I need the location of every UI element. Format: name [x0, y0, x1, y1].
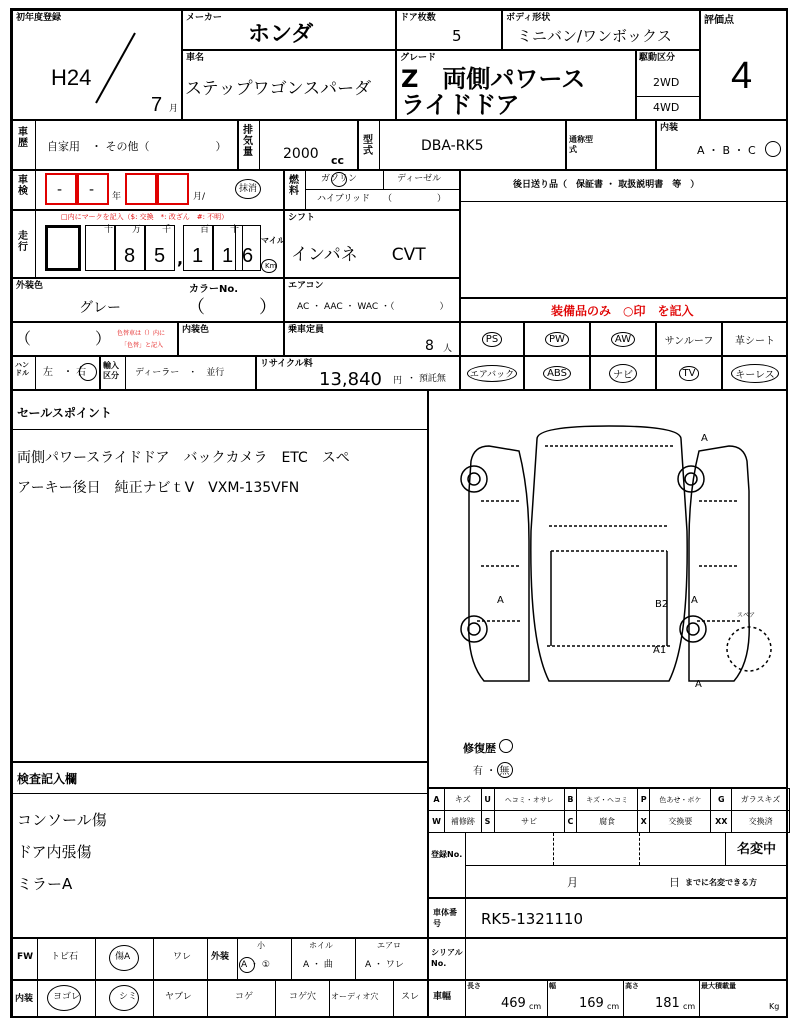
legend-code: X	[637, 811, 649, 833]
registration-label: 登録No.	[431, 850, 463, 859]
inspection-note: ミラーA	[17, 875, 73, 893]
legend-text: 交換要	[650, 811, 711, 833]
vin-cell	[428, 898, 788, 938]
mileage-digit-box	[183, 225, 213, 271]
interior-grade-value: A ・ B ・ C	[697, 144, 756, 157]
car-diagram	[429, 391, 789, 691]
legend-code: S	[481, 811, 494, 833]
inspection-title: 検査記入欄	[17, 772, 78, 786]
damage-mark-a: A	[695, 679, 702, 690]
color-no-value: （ ）	[187, 297, 277, 318]
height-value: 181	[655, 996, 680, 1011]
vin-value: RK5-1321110	[481, 910, 584, 928]
mileage-digit-box	[235, 225, 261, 271]
history-value: 自家用 ・ その他（ ）	[47, 140, 227, 153]
interior-row	[12, 980, 428, 1018]
equip-header: 装備品のみ ○印 を記入	[551, 304, 694, 318]
repair-none-circle	[497, 762, 513, 778]
ac-cell	[284, 278, 460, 322]
equip-circle: PS	[482, 332, 502, 347]
interior-item: コゲ穴	[289, 992, 317, 1002]
handle-label: ハンドル	[15, 361, 29, 377]
drive-cell	[636, 50, 700, 120]
fuel-diesel: ディーゼル	[397, 174, 442, 184]
equip-circle: AW	[611, 332, 635, 347]
width-value: 169	[579, 996, 604, 1011]
shift-label: シフト	[288, 213, 316, 223]
equip-tv	[656, 356, 722, 390]
score-cell	[700, 10, 788, 120]
doors-value: 5	[452, 27, 462, 45]
mileage-digit-box	[115, 225, 145, 271]
height-unit: cm	[683, 1002, 696, 1011]
car-name-label: 車名	[186, 53, 205, 63]
sales-line2: アーキー後日 純正ナビｔV VXM-135VFN	[17, 480, 300, 496]
serial-cell	[428, 938, 788, 980]
history-label: 車歴	[18, 127, 28, 149]
interior-item: ヨゴレ	[53, 992, 81, 1002]
damage-mark-a: A	[701, 433, 708, 444]
car-name-cell	[182, 50, 396, 120]
ext-color-value: グレー	[79, 300, 121, 316]
capacity-label: 乗車定員	[288, 325, 325, 335]
size-value: A ・ ①	[241, 960, 270, 970]
model-cell	[358, 120, 566, 170]
handle-right-circle	[79, 363, 97, 381]
exterior-row	[12, 938, 428, 980]
import-label: 輸入区分	[103, 361, 119, 380]
body-value: ミニバン/ワンボックス	[517, 27, 672, 45]
recycle-deposit: ・ 預託無	[407, 374, 446, 384]
color-change-note1: 色替車は（）内に	[117, 330, 166, 337]
equip-aw	[590, 322, 656, 356]
width-label: 幅	[549, 982, 556, 990]
ac-label: エアコン	[288, 281, 324, 291]
ext-color-cell	[12, 278, 284, 322]
fw-circle	[109, 945, 139, 971]
first-reg-year: H24	[51, 65, 92, 90]
equip-circle: TV	[679, 366, 700, 381]
interior-row-label: 内装	[15, 994, 34, 1004]
equip-airbag	[460, 356, 524, 390]
unit-head: 十	[104, 225, 114, 235]
inspection-notes-cell	[12, 762, 428, 938]
aero-value: A ・ ワレ	[365, 960, 404, 970]
load-unit: Kg	[769, 1002, 780, 1011]
import-cell	[100, 356, 256, 390]
legend-code: B	[564, 789, 576, 811]
damage-mark-a1: A1	[653, 645, 667, 656]
legend-code: A	[429, 789, 445, 811]
fw-item: 傷A	[115, 952, 131, 962]
legend-code: P	[637, 789, 649, 811]
capacity-cell	[284, 322, 460, 356]
common-model-cell	[566, 120, 656, 170]
inspection-month-unit: 月/	[193, 192, 206, 202]
fuel-label: 燃料	[289, 175, 299, 197]
width-unit: cm	[607, 1002, 620, 1011]
interior-item: コゲ	[235, 992, 254, 1002]
length-value: 469	[501, 996, 526, 1011]
repair-value: 有 ・ 無	[473, 766, 510, 777]
equip-ps	[460, 322, 524, 356]
grade-line2: ライドドア	[401, 91, 520, 119]
legend-text: 交換済	[732, 811, 790, 833]
equip-abs	[524, 356, 590, 390]
legend-text: 補修跡	[445, 811, 482, 833]
mileage-digit-box	[145, 225, 175, 271]
height-label: 高さ	[625, 982, 639, 990]
inspection-month-box-2	[157, 173, 189, 205]
legend-text: キズ・ヘコミ	[577, 789, 638, 811]
aero-label: エアロ	[377, 941, 401, 950]
drive-label: 駆動区分	[639, 53, 676, 63]
model-label: 型式	[363, 135, 373, 157]
mileage-digit: 8	[124, 245, 136, 267]
model-value: DBA-RK5	[421, 138, 484, 154]
interior-item: シミ	[119, 992, 138, 1002]
shift-cell	[284, 210, 460, 278]
mileage-digit-box	[85, 225, 115, 271]
ext-label: 外装	[211, 952, 230, 962]
fw-item: ワレ	[173, 952, 192, 962]
first-reg-cell	[12, 10, 182, 120]
sales-line1: 両側パワースライドドア バックカメラ ETC スペ	[17, 450, 350, 466]
fuel-cell	[284, 170, 460, 210]
equip-leather: 革シート	[722, 322, 788, 356]
capacity-unit: 人	[443, 344, 453, 354]
interior-circle	[109, 985, 139, 1011]
body-cell	[502, 10, 700, 50]
drive-4wd: 4WD	[653, 101, 680, 114]
vin-label: 車体番号	[433, 908, 457, 928]
interior-grade-cell	[656, 120, 788, 170]
first-reg-month: 7	[151, 94, 163, 116]
color-change-value: （ ）	[15, 329, 112, 348]
fuel-gasoline: ガソリン	[321, 174, 358, 184]
name-change-label: 名変中	[737, 842, 777, 857]
thousand-comma: ,	[177, 249, 184, 268]
maker-cell	[182, 10, 396, 50]
equip-pw	[524, 322, 590, 356]
legend-text: ガラスキズ	[732, 789, 790, 811]
displacement-unit: cc	[331, 154, 345, 167]
recycle-cell	[256, 356, 460, 390]
score-label: 評価点	[704, 15, 734, 26]
grade-label: グレード	[400, 53, 437, 63]
damage-mark-a: A	[497, 595, 504, 606]
registration-day: 日	[669, 876, 680, 889]
registration-month: 月	[567, 876, 578, 889]
sales-title: セールスポイント	[17, 406, 112, 420]
legend-code: U	[481, 789, 494, 811]
dash-1: -	[57, 182, 63, 198]
inspection-none: 抹消	[239, 184, 258, 194]
body-label: ボディ形状	[506, 13, 551, 23]
fuel-hybrid: ハイブリッド	[317, 194, 371, 204]
equip-keyless	[722, 356, 788, 390]
mileage-unit-mile: マイル	[261, 236, 285, 245]
slash-divider	[93, 31, 138, 106]
diagram-cell	[428, 390, 788, 788]
int-color-label: 内装色	[182, 325, 210, 335]
equip-navi	[590, 356, 656, 390]
displacement-value: 2000	[283, 146, 319, 162]
length-label: 長さ	[467, 982, 481, 990]
shift-value: インパネ CVT	[291, 245, 426, 265]
serial-label: シリアルNo.	[431, 948, 463, 968]
legend-code: XX	[711, 811, 732, 833]
damage-mark-a: A	[691, 595, 698, 606]
dash-2: -	[89, 182, 95, 198]
sales-cell	[12, 390, 428, 762]
fuel-other: （ ）	[383, 194, 447, 204]
ext-color-label: 外装色	[16, 281, 44, 291]
history-cell	[12, 120, 238, 170]
inspection-label: 車検	[18, 175, 28, 197]
color-no-label: カラーNo.	[189, 284, 239, 295]
legend-text: 腐食	[577, 811, 638, 833]
auction-sheet	[10, 8, 788, 1018]
equip-header-cell	[460, 298, 788, 322]
legend-text: サビ	[494, 811, 564, 833]
mileage-note: □内にマークを記入（$: 交換 *: 改ざん #: 不明）	[61, 213, 229, 221]
wheel-label: ホイル	[309, 941, 333, 950]
handle-value: 左 ・ 右	[43, 367, 87, 378]
recycle-unit: 円	[393, 376, 403, 386]
load-label: 最大積載量	[701, 982, 736, 990]
length-unit: cm	[529, 1002, 542, 1011]
maker-value: ホンダ	[248, 22, 314, 47]
recycle-value: 13,840	[319, 369, 382, 390]
equip-circle: キーレス	[731, 364, 779, 383]
mileage-km-circle	[261, 259, 277, 273]
capacity-value: 8	[425, 338, 434, 354]
color-change-note2: 「色替」と記入	[121, 342, 164, 349]
interior-item: スレ	[401, 992, 420, 1002]
interior-c-circle	[765, 141, 781, 157]
docs-cell	[460, 170, 788, 298]
displacement-cell	[238, 120, 358, 170]
mileage-digit: 5	[154, 245, 166, 267]
mileage-label: 走行	[18, 231, 28, 253]
size-circle	[239, 957, 255, 973]
fw-label: FW	[17, 952, 34, 962]
interior-grade-label: 内装	[660, 123, 679, 133]
month-unit: 月	[169, 104, 179, 114]
legend-code: W	[429, 811, 445, 833]
inspection-note: コンソール傷	[17, 811, 107, 829]
registration-note: までに名変できる方	[685, 878, 757, 887]
interior-item: ヤブレ	[165, 992, 192, 1002]
unit-head: 万	[132, 225, 142, 235]
unit-head: 十	[230, 225, 240, 235]
dims-cell	[428, 980, 788, 1018]
doors-label: ドア枚数	[400, 13, 436, 23]
mileage-boxes	[45, 225, 253, 273]
equip-circle: ナビ	[609, 364, 637, 383]
interior-item: オーディオ穴	[331, 992, 379, 1001]
displacement-label: 排気量	[243, 125, 253, 158]
fuel-gasoline-circle	[331, 172, 347, 187]
damage-mark-b2: B2	[655, 599, 669, 610]
mileage-digit: 1	[222, 245, 234, 267]
size-label: 小	[257, 941, 265, 950]
score-value: 4	[731, 55, 753, 97]
repair-label: 修復歴	[463, 742, 496, 755]
wheel-value: A ・ 曲	[303, 960, 333, 970]
doors-cell	[396, 10, 502, 50]
first-reg-label: 初年度登録	[16, 13, 62, 23]
equip-circle: ABS	[543, 366, 571, 381]
interior-circle	[47, 985, 81, 1011]
maker-label: メーカー	[186, 13, 222, 23]
common-model-label: 通称型式	[569, 135, 593, 154]
repair-label-circle	[499, 739, 513, 753]
equip-sunroof: サンルーフ	[656, 322, 722, 356]
equip-circle: エアバック	[467, 365, 517, 382]
inspection-note: ドア内張傷	[17, 843, 92, 861]
legend-text: 色あせ・ボケ	[650, 789, 711, 811]
car-name-value: ステップワゴンスパーダ	[185, 79, 372, 99]
legend-code: G	[711, 789, 732, 811]
handle-cell	[12, 356, 100, 390]
mileage-unit-km: Km	[265, 262, 277, 270]
color-change-cell	[12, 322, 178, 356]
inspection-none-circle	[235, 179, 261, 199]
damage-legend	[428, 788, 790, 833]
grade-cell	[396, 50, 636, 120]
inspection-year-unit: 年	[112, 192, 122, 202]
legend-text: キズ	[445, 789, 482, 811]
unit-head: 千	[162, 225, 172, 235]
dims-label: 車幅	[433, 992, 452, 1002]
recycle-label: リサイクル料	[260, 359, 313, 369]
drive-2wd: 2WD	[653, 76, 680, 89]
mileage-digit: 1	[192, 245, 204, 267]
mileage-digit: 6	[242, 245, 254, 267]
fw-item: トビ石	[51, 952, 79, 962]
import-value: ディーラー ・ 並行	[135, 368, 225, 378]
grade-line1: Z 両側パワース	[401, 65, 586, 93]
legend-text: ヘコミ・オサレ	[494, 789, 564, 811]
ac-value: AC ・ AAC ・ WAC ・（ ）	[297, 302, 449, 312]
inspection-cell	[12, 170, 284, 210]
docs-title: 後日送り品（ 保証書 ・ 取扱説明書 等 ）	[513, 180, 700, 190]
legend-code: C	[564, 811, 576, 833]
inspection-month-box-1	[125, 173, 157, 205]
registration-cell	[428, 832, 788, 898]
unit-head: 百	[200, 225, 210, 235]
mileage-cell	[12, 210, 284, 278]
equip-circle: PW	[545, 332, 569, 347]
int-color-cell	[178, 322, 284, 356]
spare-label: スペア	[737, 612, 756, 619]
